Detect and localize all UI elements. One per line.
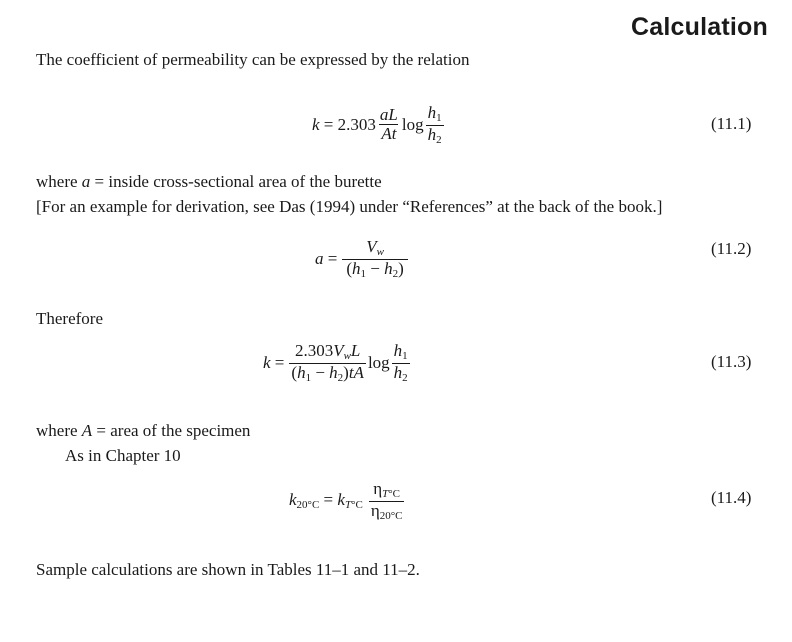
- equation-number-11-1: (11.1): [711, 114, 752, 133]
- equation-number-11-4: (11.4): [711, 488, 752, 507]
- equation-number-11-3: (11.3): [711, 352, 752, 371]
- where-a-text: where a = inside cross-sectional area of the burette: [36, 172, 382, 191]
- equation-11-1: k = 2.303 $\frac{aL}{At}$ log $\frac{h_1}{h_2}$: [312, 103, 442, 146]
- section-heading: Calculation: [631, 13, 768, 41]
- bracket-note: [For an example for derivation, see Das (1994) under “References” at the back of the book.]: [36, 197, 663, 216]
- equation-11-4: $k_{20^\circ C} = k_{T^\circ C}$ $\frac{\eta_{T^\circ C}}{\eta_{20^\circ C}}$: [289, 479, 403, 522]
- where-A-text: where A = area of the specimen: [36, 421, 251, 440]
- as-in-chapter-text: As in Chapter 10: [65, 446, 181, 465]
- equation-11-3: k = $\frac{2.303V_wL}{(h_1 - h_2)tA}$ log $\frac{h_1}{h_2}$: [263, 341, 408, 384]
- intro-text: The coefficient of permeability can be expressed by the relation: [36, 50, 470, 69]
- therefore-text: Therefore: [36, 309, 104, 328]
- equation-number-11-2: (11.2): [711, 239, 752, 258]
- equation-11-2: a = $\frac{V_w}{(h_1 - h_2)}$: [315, 238, 410, 280]
- sample-calc-text: Sample calculations are shown in Tables 11–1 and 11–2.: [36, 560, 420, 579]
